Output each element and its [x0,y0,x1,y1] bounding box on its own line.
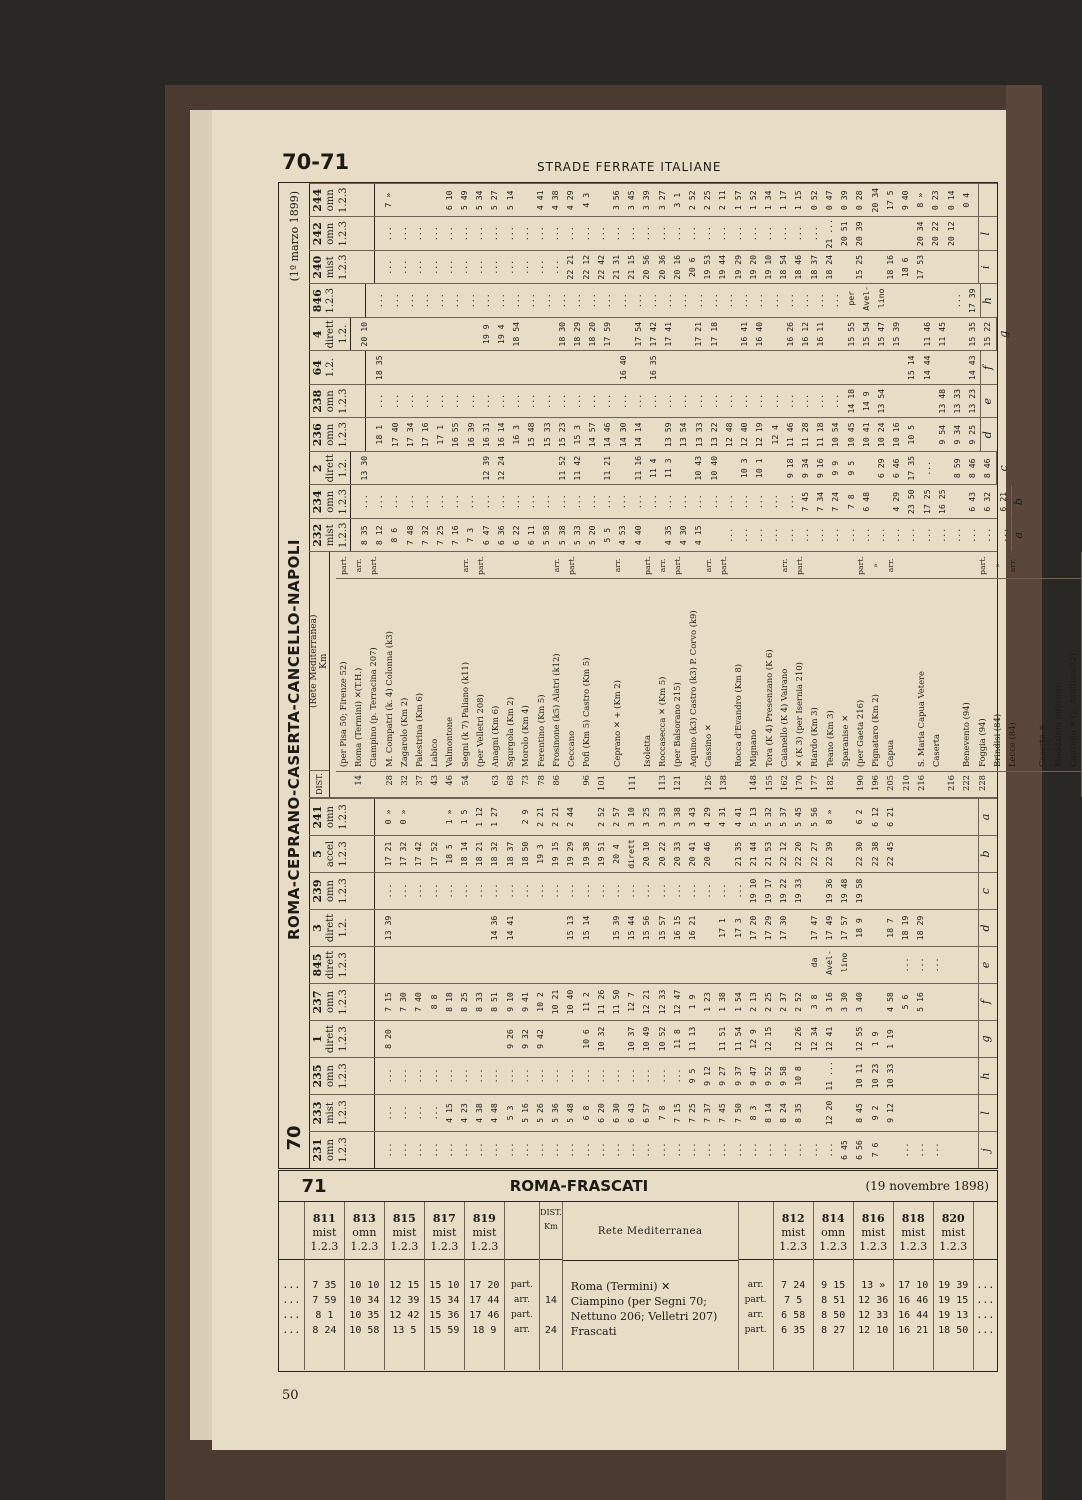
train-number: 5 [311,850,324,858]
train-times: ... ... ... ... ... ... ... ... ... ... ... ... ... ... ... ... ... ... ... ... ... ... ... ... ... ... ... ... ... ... 6 45 6 56 7 6 ... ... ... [383,1140,941,1160]
train-times: 10 10 10 34 10 35 10 58 [349,1280,380,1336]
timetable-page [212,110,1078,1450]
station-names: Roma (Termini) ✕ Ciampino (per Segni 70; Nettuno 206; Velletri 207) Frascati [570,1280,718,1338]
train-times: 7 35 7 59 8 1 8 24 [312,1280,337,1336]
train-column [309,183,997,217]
train-type: omn [325,222,336,245]
train-column [814,1202,854,1370]
table-date: (1º marzo 1899) [287,191,301,282]
train-footnote: c [996,452,1010,485]
train-class: 1.2.3 [338,952,349,978]
train-class: 1.2.3 [819,1240,848,1253]
train-class: 1.2.3 [338,522,349,548]
km-label: Km [544,1222,558,1231]
train-class: 1.2.3 [325,288,336,314]
train-column [309,485,1025,519]
train-header [309,419,366,452]
train-class: 1.2. [338,918,349,938]
train-column [309,946,997,983]
train-header [854,1202,893,1260]
train-times: 15 10 15 34 15 36 15 59 [429,1280,460,1336]
train-column [309,872,997,909]
station-kilometers: 14 24 [544,1295,557,1336]
train-column [309,284,997,318]
train-times: 8 35 8 12 8 6 7 48 7 32 7 25 7 16 7 3 6 47 6 36 6 22 6 11 5 58 5 38 5 33 5 20 5 5 4 53 4 40 4 35 4 30 4 15 ... ... ... ... ... ... ... ... ... ... ... ... ... ... ... ... ... ... ... [359,525,1008,546]
train-times: 20 10 19 9 19 4 18 54 18 30 18 29 18 20 17 59 17 54 17 42 17 41 17 21 17 18 16 41 16 40 16 26 16 12 16 11 15 55 15 54 15 47 15 39 11 46 11 45 15 35 15 22 [359,321,993,347]
train-column [309,835,997,872]
table-70-rotated [279,183,1078,1168]
train-type: mist [432,1226,457,1239]
train-footnote: g [996,318,1010,351]
train-type: mist [325,524,336,547]
train-header [309,218,375,251]
train-times: 7 » 6 10 5 49 5 34 5 27 5 14 4 41 4 38 4 29 4 3 3 56 3 45 3 39 3 27 3 1 2 52 2 25 2 11 1 57 1 52 1 34 1 17 1 15 0 52 0 47 0 39 0 28 20 34 17 5 9 40 8 » 0 23 0 14 0 4 [383,187,971,213]
table-70-title-bar [279,183,310,1168]
train-type: mist [472,1226,497,1239]
train-times: 7 15 7 30 7 40 8 8 8 18 8 25 8 33 8 51 9 10 9 41 10 2 10 21 10 40 11 2 11 26 11 50 12 7 12 21 12 33 12 47 1 9 1 23 1 38 1 54 2 13 2 25 2 37 2 52 3 8 3 16 3 30 3 40 4 58 5 6 5 16 [383,989,926,1015]
train-footnote: l [978,1095,997,1131]
train-class: 1.2.3 [338,1137,349,1163]
table-71-body [279,1202,997,1370]
train-footnote: l [978,218,997,251]
km-label: Km [319,653,329,669]
train-type: dirett [325,1024,336,1054]
train-header [309,318,351,351]
network-label: (Rete Mediterranea) [309,614,319,709]
train-footnote: i [978,251,997,284]
train-class: 1.2. [338,458,349,478]
train-column [774,1202,814,1370]
train-type: dirett [325,454,336,483]
rf-left-trains [305,1202,505,1370]
train-column [309,351,997,385]
train-header [309,836,375,872]
train-class: 1.2.3 [338,187,349,213]
train-header [385,1202,424,1260]
train-times: 18 1 17 40 17 34 17 16 17 1 16 55 16 39 16 31 16 14 16 3 15 48 15 33 15 23 15 3 14 57 14 46 14 30 14 14 13 59 13 54 13 33 13 22 12 48 12 40 12 19 12 4 11 46 11 28 11 18 10 54 10 45 10 41 10 24 10 16 10 5 9 54 9 34 9 25 [374,422,978,448]
train-class: 1.2.3 [390,1240,419,1253]
train-number: 232 [311,523,324,547]
table-71 [278,1170,998,1372]
train-number: 813 [352,1212,376,1225]
train-class: 1.2.3 [338,1063,349,1089]
train-number: 64 [311,360,324,376]
train-number: 235 [311,1064,324,1088]
page-footer-number: 50 [282,1388,299,1403]
train-times: 9 15 8 51 8 50 8 27 [821,1280,846,1336]
train-header [309,1058,375,1094]
train-header [425,1202,464,1260]
train-type: accel [325,840,336,868]
train-number: 1 [311,1035,324,1043]
train-number: 238 [311,389,324,413]
distance-label: DIST. [309,770,329,797]
train-header [309,352,366,385]
train-times: ... ... ... ... ... ... ... ... ... ... ... ... ... ... ... ... ... ... ... ... ... ... ... ... ... ... ... ... ... ... ... per Avel- lino ... 17 39 [374,285,978,314]
station-kilometers: 14 28 32 37 43 46 54 63 68 73 78 86 96 101 111 113 121 126 138 148 155 162 170 177 182 190 196 205 210 216 216 222 228 [336,771,1081,797]
train-number: 817 [432,1212,456,1225]
page-number: 70-71 [282,150,350,174]
train-number: 3 [311,924,324,932]
train-class: 1.2.3 [430,1240,459,1253]
train-header [309,285,366,318]
train-type: omn [325,490,336,513]
train-class: 1.2.3 [470,1240,499,1253]
arr-part-right: arr. part. arr. part. [744,1280,767,1335]
train-number: 239 [311,879,324,903]
train-type: mist [861,1226,886,1239]
train-type: mist [781,1226,806,1239]
train-header [309,486,351,519]
train-number: 811 [312,1212,336,1225]
train-type: omn [325,390,336,413]
train-column [309,518,1025,552]
train-column [309,983,997,1020]
train-times: ... ... ... ... ... ... ... ... ... ... ... ... ... ... ... ... ... ... ... ... ... ... ... ... ... ... ... ... ... 21 ... 20 51 20 39 20 34 20 22 20 12 [383,218,956,249]
train-number: 819 [472,1212,496,1225]
stations-column [309,552,1078,799]
train-number: 815 [392,1212,416,1225]
train-footnote: c [978,873,997,909]
train-column [309,909,997,946]
table-70-body [309,183,1078,1168]
train-type: mist [941,1226,966,1239]
train-times: 12 15 12 39 12 42 13 5 [389,1280,420,1336]
train-header [774,1202,813,1260]
train-footnote: b [978,836,997,872]
train-times: 7 24 7 5 6 58 6 35 [781,1280,806,1336]
train-footnote: e [980,385,997,418]
train-column [309,250,997,284]
train-column [309,418,997,452]
table-number: 71 [301,1175,327,1197]
page-header: STRADE FERRATE ITALIANE [537,160,722,174]
station-arr-part: part. arr. part. arr. part. arr. part. arr. part. arr. part. arr. part. arr. part. part. » arr. part. » arr. [336,553,1081,580]
train-class: 1.2.3 [338,388,349,414]
train-times: ... ... ... ... 4 15 4 23 4 38 4 48 5 3 5 16 5 26 5 36 5 48 6 8 6 20 6 30 6 43 6 57 7 8 7 15 7 25 7 37 7 45 7 50 8 3 8 14 8 24 8 35 12 20 8 45 9 2 9 12 [383,1100,895,1126]
train-footnote: h [980,285,997,318]
train-number: 234 [311,490,324,514]
train-class: 1.2.3 [338,221,349,247]
train-times: 13 39 14 36 14 41 15 13 15 14 15 39 15 44 15 56 15 57 16 15 16 21 17 1 17 3 17 20 17 29 17 30 17 47 17 49 17 57 18 9 18 7 18 19 18 29 [383,915,926,941]
train-header [309,873,375,909]
table-70 [278,182,1078,1169]
train-times: 18 35 16 40 16 35 15 14 14 44 14 43 [374,355,978,381]
train-number: 244 [311,188,324,212]
train-header [309,184,375,217]
train-type: mist [325,256,336,279]
train-times: 13 30 12 39 12 24 11 52 11 42 11 21 11 16 11 4 11 3 10 43 10 40 10 3 10 1 9 18 9 34 9 16 9 9 9 5 6 29 6 46 17 35 ... 8 59 8 46 8 46 [359,455,993,481]
train-class: 1.2.3 [338,422,349,448]
train-number: 231 [311,1138,324,1162]
train-type: omn [325,1139,336,1161]
train-times: ... ... ... ... ... ... ... ... ... ... ... ... ... ... ... ... ... ... ... ... ... ... ... ... ... ... ... ... ... ... ... 14 18 14 9 13 54 13 48 13 33 13 23 [374,388,978,414]
train-type: mist [392,1226,417,1239]
train-type: omn [325,423,336,446]
arr-part-left: part. arr. part. arr. [510,1280,533,1335]
train-header [934,1202,973,1260]
train-column [309,217,997,251]
train-column [309,451,1010,485]
train-times: ... ... ... ... ... ... ... ... ... ... ... ... ... ... ... ... ... ... ... ... ... ... ... ... ... ... ... ... ... 7 45 7 34 7 24 7 8 6 48 4 29 23 50 17 25 16 25 6 43 6 32 6 21 [359,489,1008,515]
train-class: 1.2.3 [338,489,349,515]
train-number: 845 [311,953,324,977]
train-type: mist [325,1102,336,1124]
train-header [309,1095,375,1131]
train-footnote: d [980,419,997,452]
right-train-columns [309,183,1025,552]
train-header [309,519,351,552]
train-header [309,984,375,1020]
train-footnote: f [980,352,997,385]
train-class: 1.2.3 [859,1240,888,1253]
train-class: 1.2.3 [338,878,349,904]
train-class: 1.2.3 [338,1100,349,1126]
train-number: 820 [941,1212,965,1225]
train-column [345,1202,385,1370]
train-number: 236 [311,423,324,447]
train-header [345,1202,384,1260]
train-footnote: b [1011,486,1025,519]
train-class: 1.2.3 [899,1240,928,1253]
train-column [894,1202,934,1370]
train-footnote: h [978,1058,997,1094]
train-column [425,1202,465,1370]
train-class: 1.2.3 [310,1240,339,1253]
train-class: 1.2.3 [338,841,349,867]
table-title: ROMA-FRASCATI [509,1177,649,1195]
train-header [309,385,366,418]
network-label: Rete Mediterranea [563,1202,738,1261]
train-column [465,1202,505,1370]
train-column [854,1202,894,1370]
train-class: 1.2.3 [338,254,349,280]
blank-column: ... ... ... ... [976,1280,995,1336]
train-times: 0 » 0 » 1 » 1 5 1 12 1 27 2 9 2 21 2 21 2 44 2 52 2 57 3 10 3 25 3 33 3 38 3 43 4 29 4 31 4 41 5 13 5 32 5 37 5 45 5 56 8 » 6 2 6 12 6 21 [383,807,895,827]
train-times: 13 » 12 36 12 33 12 10 [858,1280,889,1336]
table-date: (19 novembre 1898) [865,1179,989,1193]
train-column [309,384,997,418]
page-edges [190,110,212,1440]
train-times: 17 21 17 32 17 42 17 52 18 5 18 14 18 21 18 32 18 37 18 50 19 3 19 15 19 29 19 38 19 51 20 4 dirett 20 10 20 22 20 33 20 41 20 46 21 35 21 44 21 53 22 12 22 20 22 27 22 39 22 30 22 38 22 45 [383,839,895,869]
train-header [309,910,375,946]
train-type: dirett [325,320,336,349]
train-number: 240 [311,255,324,279]
blank-column: ... ... ... ... [282,1280,301,1336]
train-header [305,1202,344,1260]
train-column [309,317,1010,351]
train-times: 17 20 17 44 17 46 18 9 [469,1280,500,1336]
train-column [309,1094,997,1131]
train-type: omn [821,1226,846,1239]
train-number: 818 [901,1212,925,1225]
train-footnote: a [1011,519,1025,552]
train-header [894,1202,933,1260]
table-title: ROMA-CEPRANO-CASERTA-CANCELLO-NAPOLI [285,538,303,941]
left-train-columns [309,798,997,1168]
train-type: omn [325,1065,336,1087]
train-column [309,1131,997,1168]
train-footnote: d [978,910,997,946]
train-type: dirett [325,913,336,943]
train-column [934,1202,974,1370]
train-class: 1.2.3 [338,1026,349,1052]
train-footnote [978,184,997,217]
train-header [309,251,375,284]
train-header [309,947,375,983]
train-times: ... ... ... ... ... ... ... ... ... ... ... ... ... ... ... ... ... ... ... ... ... ... ... ... 19 10 19 17 19 22 19 33 19 36 19 48 19 58 [383,878,865,904]
distance-label: DIST. [540,1208,562,1217]
train-number: 237 [311,990,324,1014]
train-header [309,1132,375,1168]
train-number: 241 [311,805,324,829]
train-type: omn [325,880,336,902]
train-times: 19 39 19 15 19 13 18 50 [938,1280,969,1336]
train-column [309,1020,997,1057]
train-type: mist [312,1226,337,1239]
train-class: 1.2. [338,324,349,344]
train-header [814,1202,853,1260]
train-class: 1.2.3 [338,989,349,1015]
train-times: ... ... ... ... ... ... ... ... ... ... ... ... ... ... ... ... ... ... ... ... 9 5 9 12 9 27 9 37 9 47 9 52 9 58 10 8 11 ... 10 11 10 23 10 33 [383,1061,895,1091]
train-class: 1.2.3 [939,1240,968,1253]
train-class: 1.2.3 [779,1240,808,1253]
train-footnote: e [978,947,997,983]
train-class: 1.2.3 [350,1240,379,1253]
train-footnote: f [978,984,997,1020]
train-footnote: g [978,1021,997,1057]
train-footnote: a [978,799,997,835]
train-class: 1.2.3 [338,804,349,830]
train-header [309,799,375,835]
train-number: 233 [311,1101,324,1125]
station-names: (per Pisa 50; Firenze 52) Roma (Termini) ✕(T.H.) Ciampino (p. Terracina 207) M. Compatri (k. 4) Colonna (k3) Zagarolo (Km 2) Palestrina (Km 6) Labico Valmontone Segni (k 7) Paliano (k11) (per Velletri 208) Anagni (Km 6) Sgurgola (Km 2) Morolo (Km 4) Ferentino (Km 5) Frosinone (k5) Alatri (k12) Ceccano Pofi (Km 5) Castro (Km 5) Ceprano ✕ + (Km 2) Isoletta Roccasecca ✕ (Km 5) (per Balsorano 215) Aquino (k3) Castro (k3) P. Corvo (k9) Cassino ✕ Rocca d'Evandro (Km 8) Mignano Tora (K 4) Presenzano (K 6) Caianello (K 4) Vairano ✕ (K 3) (per Isernia 210) Riardo (Km 3) Teano (Km 3) Sparanise ✕ (per Gaeta 216) Pignataro (Km 2) Capua S. Maria Capua Vetere Caserta Benevento (94) Foggia (94) Brindisi (84) Lecce (84) Caserta ✕ Maddaloni inferiore Cancello ✕ (p. Avellino 72) [338,610,1078,767]
train-footnote: j [978,1132,997,1168]
train-number: 816 [861,1212,885,1225]
train-number: 846 [311,289,324,313]
train-number: 2 [311,464,324,473]
train-times: 17 10 16 46 16 44 16 21 [898,1280,929,1336]
train-times: 8 20 9 26 9 32 9 42 10 6 10 32 10 37 10 49 10 52 11 8 11 13 11 51 11 54 12 9 12 15 12 26 12 34 12 41 12 55 1 9 1 19 [383,1026,895,1052]
train-times: da Avel- lino ... ... ... [808,950,941,975]
rf-right-trains [774,1202,974,1370]
train-column [309,798,997,835]
train-type: omn [352,1226,377,1239]
train-header [465,1202,504,1260]
train-type: omn [325,991,336,1013]
train-times: ... ... ... ... ... ... ... ... ... ... ... ... 22 21 22 12 22 42 21 31 21 15 20 56 20 36 20 16 20 6 19 53 19 44 19 29 19 20 19 10 18 54 18 46 18 37 18 24 15 25 18 16 18 6 17 53 [383,254,926,280]
train-header [309,1021,375,1057]
train-class: 1.2. [325,358,336,378]
train-type: dirett [325,950,336,980]
table-number: 70 [283,1125,305,1151]
train-column [385,1202,425,1370]
train-number: 812 [781,1212,805,1225]
train-number: 814 [821,1212,845,1225]
train-type: mist [901,1226,926,1239]
train-number: 242 [311,222,324,246]
train-number: 4 [311,330,324,339]
train-type: omn [325,189,336,212]
train-column [309,1057,997,1094]
train-type: omn [325,806,336,828]
train-column [305,1202,345,1370]
train-header [309,452,351,485]
